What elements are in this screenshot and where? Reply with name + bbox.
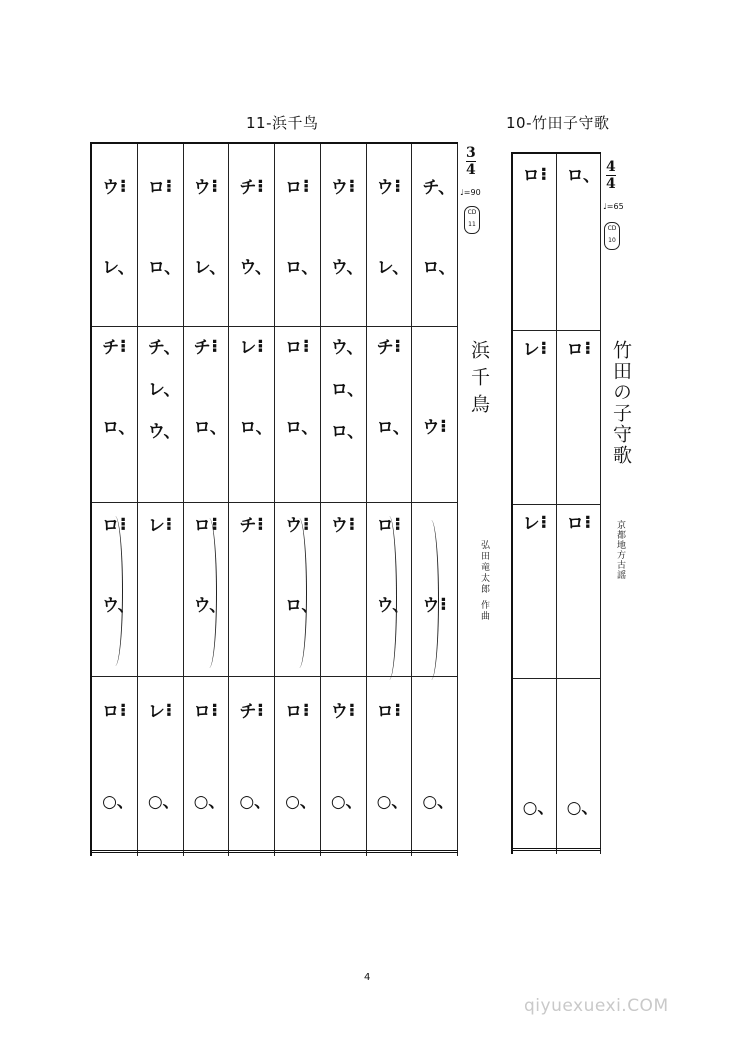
right-piece-name: 竹田の子守歌 [610,340,632,466]
note-symbol: ロ⠇ [193,702,224,722]
measure-line [92,326,458,327]
column-divider [228,144,229,856]
column-divider [320,144,321,856]
note-symbol: ロ⠇ [376,702,407,722]
note-symbol: ○、 [193,792,226,812]
note-symbol: ウ、 [193,596,227,616]
note-symbol: チ⠇ [193,338,224,358]
note-symbol: ○、 [566,798,599,818]
note-symbol: ウ⠇ [376,178,407,198]
measure-line [513,330,601,331]
right-time-signature [606,160,616,191]
note-symbol: ロ⠇ [285,338,316,358]
left-cd-badge: CD 11 [464,206,480,234]
note-symbol: ロ、 [285,258,319,278]
final-bar [92,850,458,853]
note-symbol: ロ⠇ [102,702,133,722]
note-symbol: ○、 [376,792,409,812]
note-symbol: ロ⠇ [522,166,553,186]
note-symbol: ロ、 [193,418,227,438]
column-divider [183,144,184,856]
note-symbol: ロ⠇ [193,516,224,536]
page-number: 4 [364,972,371,983]
note-symbol: ロ⠇ [285,178,316,198]
right-time-denominator: 4 [606,176,616,192]
note-symbol: ロ⠇ [376,516,407,536]
note-symbol: ロ⠇ [566,340,597,360]
note-symbol: ウ⠇ [422,418,453,438]
left-piece-name: 浜千鳥 [468,340,490,421]
slur-mark [294,518,307,668]
note-symbol: チ⠇ [102,338,133,358]
note-symbol: チ⠇ [239,178,270,198]
note-symbol: ロ⠇ [102,516,133,536]
note-symbol: レ、 [376,258,410,278]
note-symbol: ロ、 [285,596,319,616]
measure-line [92,676,458,677]
slur-mark [384,516,397,680]
column-divider [457,144,458,856]
note-symbol: ロ、 [147,258,182,278]
note-symbol: ロ、 [285,418,319,438]
note-symbol: ロ、 [376,418,410,438]
slur-mark [110,516,123,666]
note-symbol: ウ、 [102,596,135,616]
note-symbol: レ、 [102,258,135,278]
note-symbol: ウ、 [330,258,364,278]
left-composer: 弘田竜太郎 作曲 [479,540,489,622]
watermark: qiyuexuexi.COM [524,996,669,1016]
measure-line [513,678,601,679]
note-symbol: チ⠇ [239,702,270,722]
right-cd-badge: CD 10 [604,222,620,250]
right-time-numerator: 4 [606,159,616,175]
note-symbol: チ、 [422,178,456,198]
note-symbol: ○、 [147,792,180,812]
note-symbol: ロ、 [330,422,365,442]
note-symbol: ロ、 [422,258,456,278]
column-divider [274,144,275,856]
note-symbol: ○、 [522,798,555,818]
column-divider [137,144,138,856]
note-symbol: ウ、 [239,258,272,278]
column-divider [366,144,367,856]
note-symbol: ロ、 [330,380,365,400]
note-symbol: ウ⠇ [102,178,133,198]
note-symbol: ウ、 [376,596,410,616]
note-symbol: ウ⠇ [330,516,362,536]
left-score-grid [90,142,458,856]
note-symbol: ○、 [239,792,272,812]
note-symbol: チ⠇ [239,516,270,536]
note-symbol: ロ、 [566,166,600,186]
right-score-grid [511,152,601,854]
final-bar [513,848,601,851]
note-symbol: ウ⠇ [193,178,224,198]
note-symbol: チ、 [147,338,181,358]
note-symbol: ロ、 [239,418,273,438]
note-symbol: レ、 [193,258,227,278]
note-symbol: ウ、 [330,338,364,358]
measure-line [92,502,458,503]
note-symbol: レ⠇ [522,514,553,534]
note-symbol: レ、 [147,380,181,400]
note-symbol: ○、 [102,792,134,812]
note-symbol: ウ⠇ [285,516,316,536]
right-arranger: 京都地方古謡 [615,520,625,580]
measure-line [513,504,601,505]
note-symbol: ロ⠇ [566,514,597,534]
note-symbol: ウ⠇ [422,596,453,616]
note-symbol: チ⠇ [376,338,407,358]
note-symbol: レ⠇ [522,340,553,360]
note-symbol: レ⠇ [239,338,270,358]
note-symbol: ○、 [330,792,363,812]
left-time-signature [466,146,476,177]
slur-mark [426,520,439,680]
note-symbol: ロ⠇ [285,702,316,722]
column-divider [411,144,412,856]
left-tempo: ♩=90 [460,188,481,197]
right-tempo: ♩=65 [603,202,624,211]
note-symbol: ○、 [285,792,317,812]
right-song-title: 10-竹田子守歌 [506,114,610,132]
note-symbol: ロ⠇ [147,178,179,198]
note-symbol: レ⠇ [147,516,179,536]
left-time-denominator: 4 [466,162,476,178]
note-symbol: ウ⠇ [330,702,362,722]
left-time-numerator: 3 [466,145,476,161]
note-symbol: ○、 [422,792,455,812]
slur-mark [204,518,217,668]
note-symbol: ウ、 [147,422,181,442]
left-song-title: 11-浜千鸟 [246,114,319,132]
note-symbol: ロ、 [102,418,136,438]
note-symbol: レ⠇ [147,702,179,722]
note-symbol: ウ⠇ [330,178,362,198]
